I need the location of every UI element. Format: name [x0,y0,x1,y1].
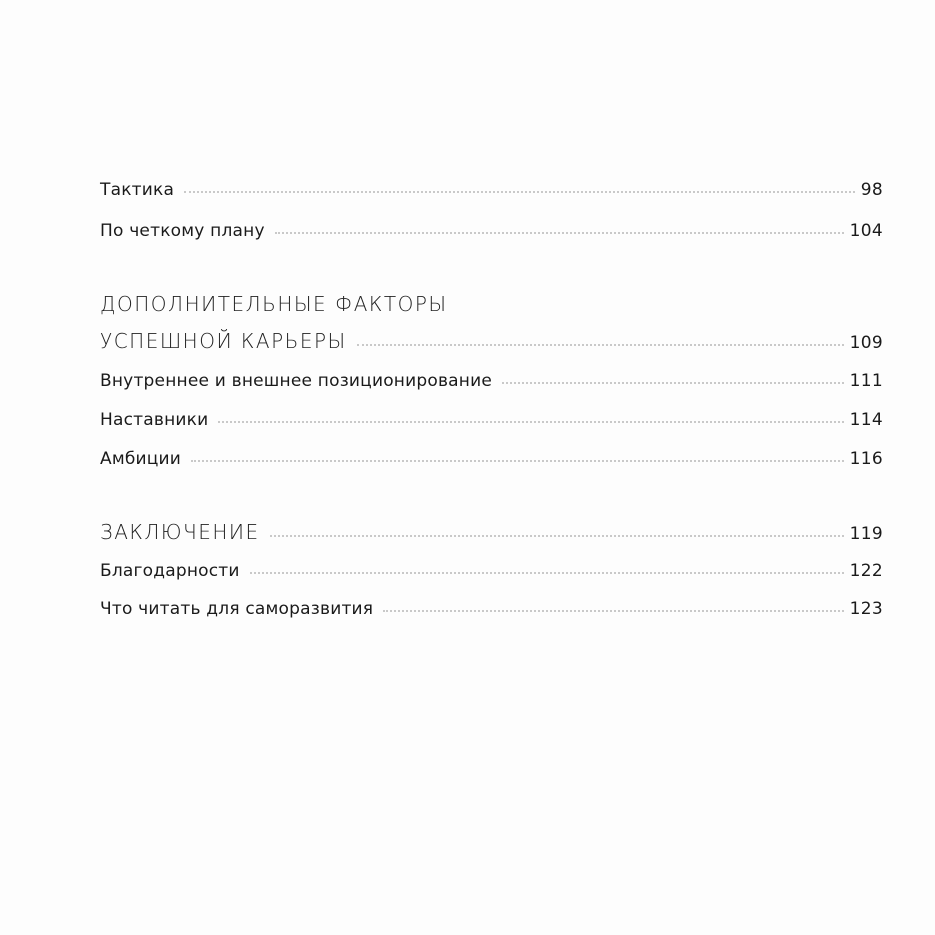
dot-leader [250,572,844,574]
toc-entry-ambitsii[interactable] [100,449,883,469]
dot-leader [191,460,844,462]
section-heading-page: 119 [849,524,883,544]
toc-entry-page: 114 [849,410,883,430]
toc-entry-title: Что читать для саморазвития [100,599,374,619]
toc-entry-taktika[interactable] [100,180,883,200]
toc-entry-page: 122 [849,561,883,581]
toc-entry-title: Амбиции [100,449,182,469]
toc-entry-page: 111 [849,371,883,391]
section-heading-line1: ДОПОЛНИТЕЛЬНЫЕ ФАКТОРЫ [100,292,448,316]
toc-entry-title: Наставники [100,410,209,430]
toc-entry-page: 116 [849,449,883,469]
toc-entry-blagodarnosti[interactable] [100,561,883,581]
toc-entry-nastavniki[interactable] [100,410,883,430]
toc-section-zaklyuchenie[interactable] [100,520,883,544]
dot-leader [357,344,844,346]
toc-entry-page: 104 [849,221,883,241]
dot-leader [218,421,843,423]
toc-entry-pozitsionirovanie[interactable] [100,371,883,391]
toc-entry-title: Внутреннее и внешнее позиционирование [100,371,493,391]
toc-section-dopolnitelnye-faktory[interactable] [100,329,883,353]
toc-entry-po-chetkomu-planu[interactable] [100,221,883,241]
toc-entry-title: Благодарности [100,561,240,581]
section-heading: ЗАКЛЮЧЕНИЕ [100,520,260,544]
toc-entry-page: 123 [849,599,883,619]
toc-entry-chto-chitat[interactable] [100,599,883,619]
dot-leader [275,232,844,234]
toc-entry-title: По четкому плану [100,221,265,241]
dot-leader [502,382,844,384]
dot-leader [383,610,843,612]
toc-entry-page: 98 [860,180,883,200]
section-heading-page: 109 [849,333,883,353]
dot-leader [184,191,855,193]
section-heading-line2: УСПЕШНОЙ КАРЬЕРЫ [100,329,347,353]
dot-leader [270,535,844,537]
toc-entry-title: Тактика [100,180,175,200]
